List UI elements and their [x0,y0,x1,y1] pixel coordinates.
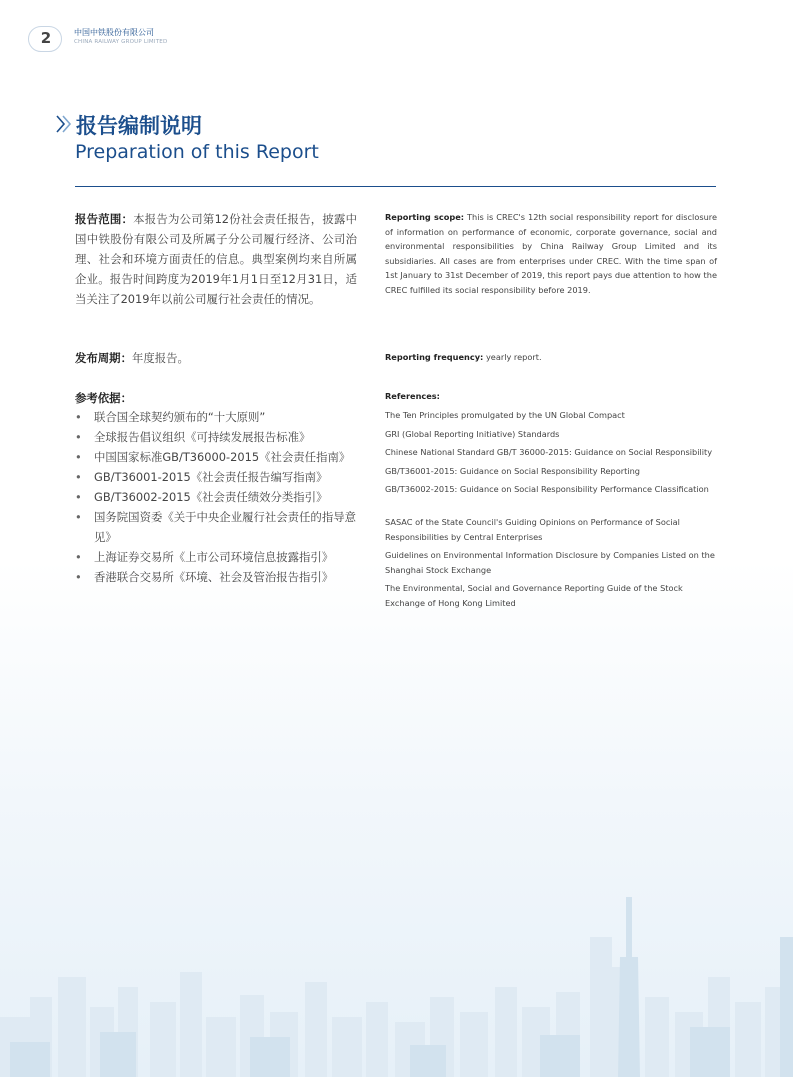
bullet: • [75,550,82,564]
frequency-label-en: Reporting frequency: [385,352,484,362]
list-item [75,567,360,587]
references-list-cn [75,407,360,587]
reference-en-7: Guidelines on Environmental Information Disclosure by Companies Listed on the Shanghai Stock Exchange [385,550,715,575]
list-item-text: 上海证券交易所《上市公司环境信息披露指引》 [94,550,334,564]
title-divider [75,186,716,187]
scope-label-cn: 报告范围： [75,212,134,226]
scope-text-en: This is CREC's 12th social responsibility report for disclosure of information on performance of economic, corporate governance, social and environmental responsibilities by China Railway Group Limited and its subsidiaries. All cases are from enterprises under CREC. With the time span of 1st January to 31st December of 2019, this report pays due attention to how the CREC fulfilled its social responsibility before 2019. [385,212,718,295]
list-item [75,487,360,507]
list-item-text: GB/T36001-2015《社会责任报告编写指南》 [94,470,328,484]
list-item-text: 中国国家标准GB/T36000-2015《社会责任指南》 [94,450,351,464]
list-item-text: 国务院国资委《关于中央企业履行社会责任的指导意见》 [94,510,356,544]
list-item-text: GB/T36002-2015《社会责任绩效分类指引》 [94,490,328,504]
scope-en [385,210,717,297]
reference-en-3: Chinese National Standard GB/T 36000-2015: Guidance on Social Responsibility [385,447,713,457]
references-label-en: References: [385,391,440,401]
bullet: • [75,570,82,584]
bullet: • [75,430,82,444]
reference-en-2: GRI (Global Reporting Initiative) Standards [385,429,560,439]
page-number: 2 [40,29,52,47]
list-item [75,447,360,467]
list-item-text: 全球报告倡议组织《可持续发展报告标准》 [94,430,311,444]
frequency-text-en: yearly report. [483,352,542,362]
double-chevron-icon [55,113,73,135]
company-name-en: CHINA RAILWAY GROUP LIMITED [74,39,168,45]
bullet: • [75,510,82,524]
reference-en-4: GB/T36001-2015: Guidance on Social Responsibility Reporting [385,466,640,476]
list-item-text: 联合国全球契约颁布的“十大原则” [94,410,266,424]
list-item [75,467,360,487]
frequency-en [385,350,717,365]
list-item [75,547,360,567]
frequency-label-cn: 发布周期： [75,351,132,365]
bullet: • [75,410,82,424]
reference-en-8: The Environmental, Social and Governance Reporting Guide of the Stock Exchange of Hong Kong Limited [385,583,683,608]
reference-en-1: The Ten Principles promulgated by the UN Global Compact [385,410,625,420]
city-skyline-decoration [0,877,793,1077]
page-number-badge [28,26,62,52]
references-heading-cn [75,388,357,408]
bullet: • [75,450,82,464]
references-label-cn: 参考依据： [75,391,132,405]
bullet: • [75,470,82,484]
scope-cn [75,209,357,309]
reference-en-5: GB/T36002-2015: Guidance on Social Responsibility Performance Classification [385,484,709,494]
references-heading-en [385,389,717,404]
page-title-en: Preparation of this Report [75,141,319,163]
scope-label-en: Reporting scope: [385,212,465,222]
list-item [75,427,360,447]
bullet: • [75,490,82,504]
frequency-text-cn: 年度报告。 [131,351,189,365]
reference-en-6: SASAC of the State Council's Guiding Opinions on Performance of Social Responsibilities by Central Enterprises [385,517,680,542]
list-item [75,507,360,547]
frequency-cn [75,348,357,368]
page-title-cn: 报告编制说明 [76,114,202,138]
company-name-cn: 中国中铁股份有限公司 [74,28,154,37]
list-item [75,407,360,427]
scope-text-cn: 本报告为公司第12份社会责任报告，披露中国中铁股份有限公司及所属子分公司履行经济、公司治理、社会和环境方面责任的信息。典型案例均来自所属企业。报告时间跨度为2019年1月1日至12月31日，适当关注了2019年以前公司履行社会责任的情况。 [75,212,357,306]
list-item-text: 香港联合交易所《环境、社会及管治报告指引》 [94,570,334,584]
